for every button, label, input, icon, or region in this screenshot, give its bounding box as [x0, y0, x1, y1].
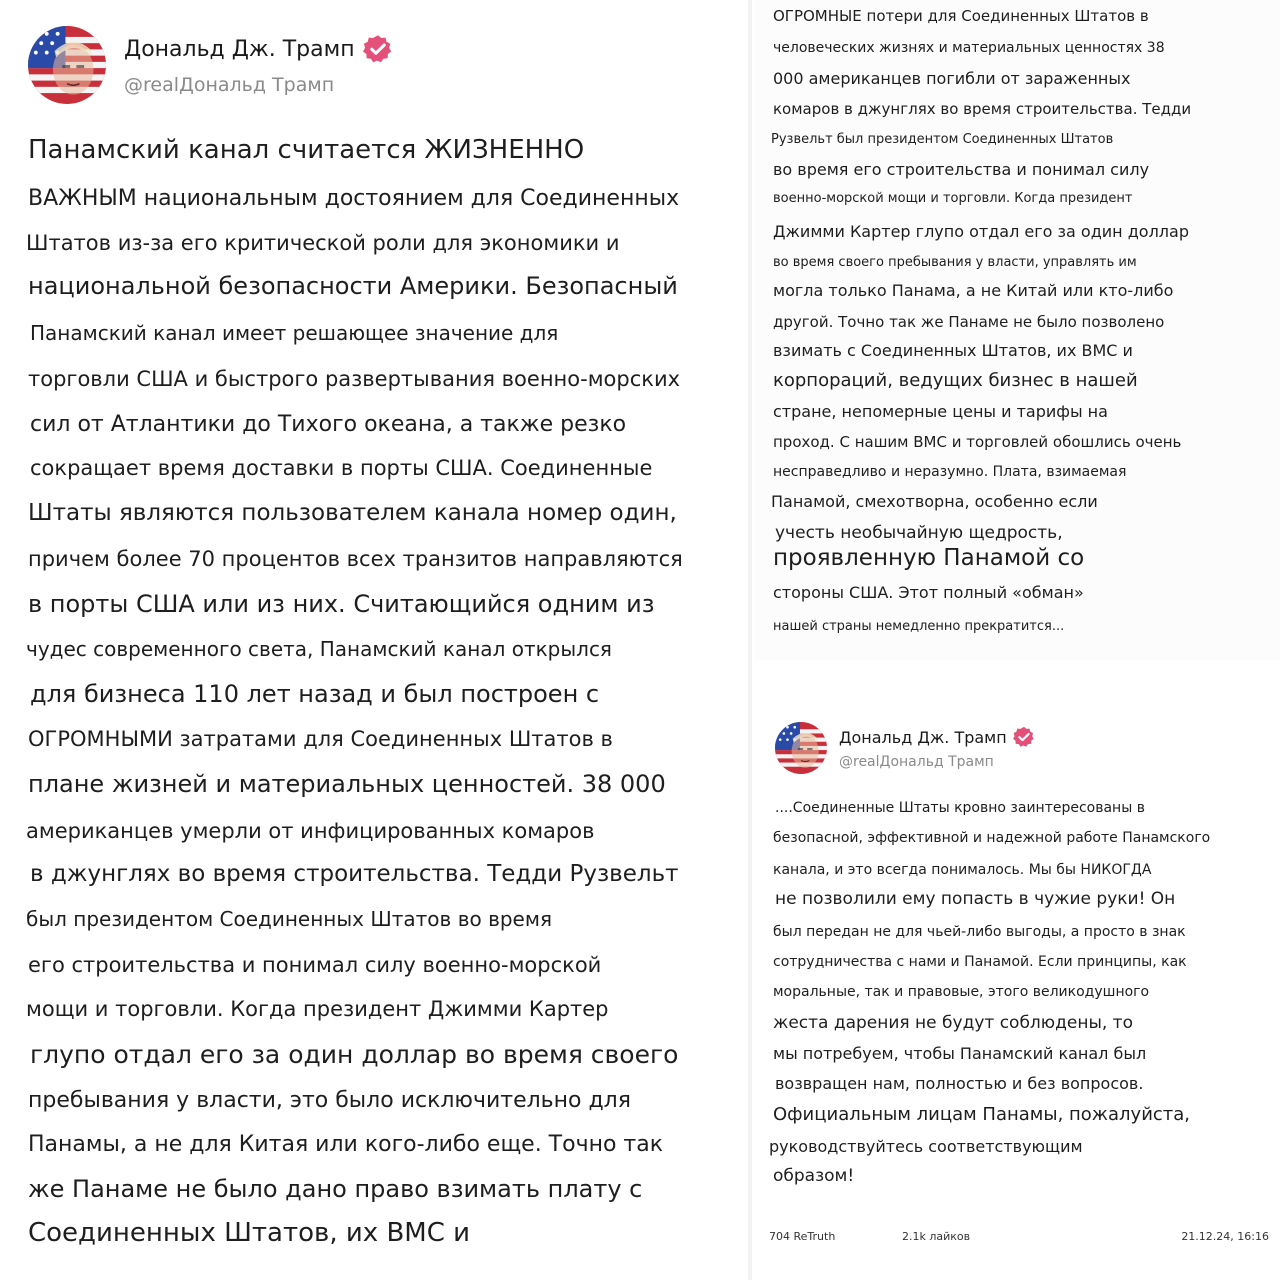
post-text-line: ОГРОМНЫЕ потери для Соединенных Штатов в — [773, 7, 1149, 25]
post-text-line: не позволили ему попасть в чужие руки! Он — [775, 889, 1176, 909]
post-text-line: Панамой, смехотворна, особенно если — [771, 492, 1098, 511]
post-text-line: безопасной, эффективной и надежной работе Панамского — [773, 830, 1211, 846]
panel-divider-vertical — [748, 0, 752, 1280]
author-handle[interactable]: @realДональд Трамп — [839, 754, 994, 770]
post-header — [775, 722, 1035, 774]
post-text-line: могла только Панама, а не Китай или кто-либо — [773, 281, 1174, 300]
post-text-line: ВАЖНЫМ национальным достоянием для Соединенных — [28, 186, 680, 211]
post-text-line: проход. С нашим ВМС и торговлей обошлись очень — [773, 433, 1182, 451]
post-text-line: взимать с Соединенных Штатов, их ВМС и — [773, 341, 1133, 360]
post-text-line: плане жизней и материальных ценностей. 38 000 — [28, 770, 666, 798]
post-text-line: в джунглях во время строительства. Тедди Рузвельт — [30, 861, 679, 887]
like-count[interactable]: 2.1k лайков — [902, 1230, 971, 1243]
post-text-line: Штатов из-за его критической роли для экономики и — [26, 231, 620, 255]
verified-badge-icon — [1013, 726, 1035, 748]
post-text-line: мы потребуем, чтобы Панамский канал был — [773, 1044, 1147, 1063]
post-text-line: Джимми Картер глупо отдал его за один доллар — [773, 222, 1189, 241]
post-text-line: же Панаме не было дано право взимать плату с — [28, 1175, 643, 1203]
post-text-line: Соединенных Штатов, их ВМС и — [28, 1218, 471, 1248]
flag-portrait-icon — [775, 722, 827, 774]
post-text-line: в порты США или из них. Считающийся одним из — [28, 590, 655, 618]
post-text-line: мощи и торговли. Когда президент Джимми Картер — [26, 997, 609, 1021]
post-text-line: ОГРОМНЫМИ затратами для Соединенных Штатов в — [28, 727, 613, 751]
post-text-line: глупо отдал его за один доллар во время своего — [30, 1040, 679, 1069]
post-text-line: Рузвельт был президентом Соединенных Штатов — [771, 132, 1114, 147]
avatar[interactable] — [28, 26, 106, 104]
retruth-count[interactable]: 704 ReTruth — [769, 1230, 836, 1243]
post-text-line: был президентом Соединенных Штатов во время — [26, 907, 552, 931]
post-text-line: канала, и это всегда понималось. Мы бы НИКОГДА — [773, 862, 1152, 878]
flag-portrait-icon — [28, 26, 106, 104]
post-text-line: Панамский канал считается ЖИЗНЕННО — [28, 135, 585, 165]
post-text-line: учесть необычайную щедрость, — [775, 523, 1063, 543]
post-text-line: торговли США и быстрого развертывания военно-морских — [28, 367, 681, 391]
post-text-line: несправедливо и неразумно. Плата, взимаемая — [773, 464, 1127, 480]
post-text-line: Официальным лицам Панамы, пожалуйста, — [773, 1104, 1191, 1125]
post-text-line: моральные, так и правовые, этого великодушного — [773, 984, 1150, 1000]
post-text-line: сил от Атлантики до Тихого океана, а также резко — [30, 412, 627, 437]
verified-badge-icon — [363, 34, 393, 64]
post-text-line: нашей страны немедленно прекратится... — [773, 619, 1065, 634]
post-text-line: во время его строительства и понимал силу — [773, 160, 1150, 179]
post-text-line: руководствуйтесь соответствующим — [769, 1137, 1083, 1156]
post-text-line: жеста дарения не будут соблюдены, то — [773, 1013, 1133, 1033]
post-text-line: корпораций, ведущих бизнес в нашей — [773, 370, 1138, 391]
post-text-line: проявленную Панамой со — [773, 545, 1085, 571]
post-text-line: человеческих жизнях и материальных ценностях 38 — [773, 40, 1165, 56]
post-text-line: чудес современного света, Панамский канал открылся — [26, 637, 612, 661]
post-text-line: стране, непомерные цены и тарифы на — [773, 402, 1108, 421]
post-text-line: военно-морской мощи и торговли. Когда президент — [773, 191, 1133, 206]
post-text-line: другой. Точно так же Панаме не было позволено — [773, 313, 1165, 331]
post-timestamp: 21.12.24, 16:16 — [1181, 1230, 1269, 1243]
post-text-line: образом! — [773, 1166, 855, 1186]
continued-post — [755, 0, 1280, 660]
author-name[interactable]: Дональд Дж. Трамп — [839, 727, 1007, 747]
panel-divider-horizontal — [755, 664, 1280, 686]
avatar[interactable] — [775, 722, 827, 774]
post-text-line: пребывания у власти, это было исключительно для — [28, 1088, 631, 1113]
post-text-line: национальной безопасности Америки. Безопасный — [28, 272, 678, 300]
post-text-line: американцев умерли от инфицированных комаров — [26, 819, 595, 843]
post-text-line: ....Соединенные Штаты кровно заинтересованы в — [775, 800, 1145, 816]
post-text-line: причем более 70 процентов всех транзитов направляются — [28, 547, 683, 571]
post-text-line: во время своего пребывания у власти, управлять им — [773, 255, 1137, 270]
post-text-line: Штаты являются пользователем канала номер один, — [28, 500, 677, 526]
post-text-line: сокращает время доставки в порты США. Соединенные — [30, 456, 653, 480]
post-text-line: сотрудничества с нами и Панамой. Если принципы, как — [773, 954, 1187, 970]
post-text-line: для бизнеса 110 лет назад и был построен с — [30, 680, 600, 708]
post-text-line: 000 американцев погибли от зараженных — [773, 69, 1131, 88]
post-header — [28, 26, 393, 104]
author-handle[interactable]: @realДональд Трамп — [124, 74, 335, 96]
post-text-line: его строительства и понимал силу военно-морской — [28, 953, 602, 977]
author-name[interactable]: Дональд Дж. Трамп — [124, 36, 355, 62]
post-text-line: Панамский канал имеет решающее значение для — [30, 321, 559, 345]
post-text-line: Панамы, а не для Китая или кого-либо еще. Точно так — [28, 1132, 664, 1157]
post-text-line: стороны США. Этот полный «обман» — [773, 583, 1084, 602]
post-text-line: был передан не для чьей-либо выгоды, а просто в знак — [773, 924, 1186, 940]
follow-up-post — [755, 690, 1280, 1280]
post-text-line: комаров в джунглях во время строительства. Тедди — [773, 100, 1192, 118]
post-text-line: возвращен нам, полностью и без вопросов. — [775, 1074, 1144, 1093]
